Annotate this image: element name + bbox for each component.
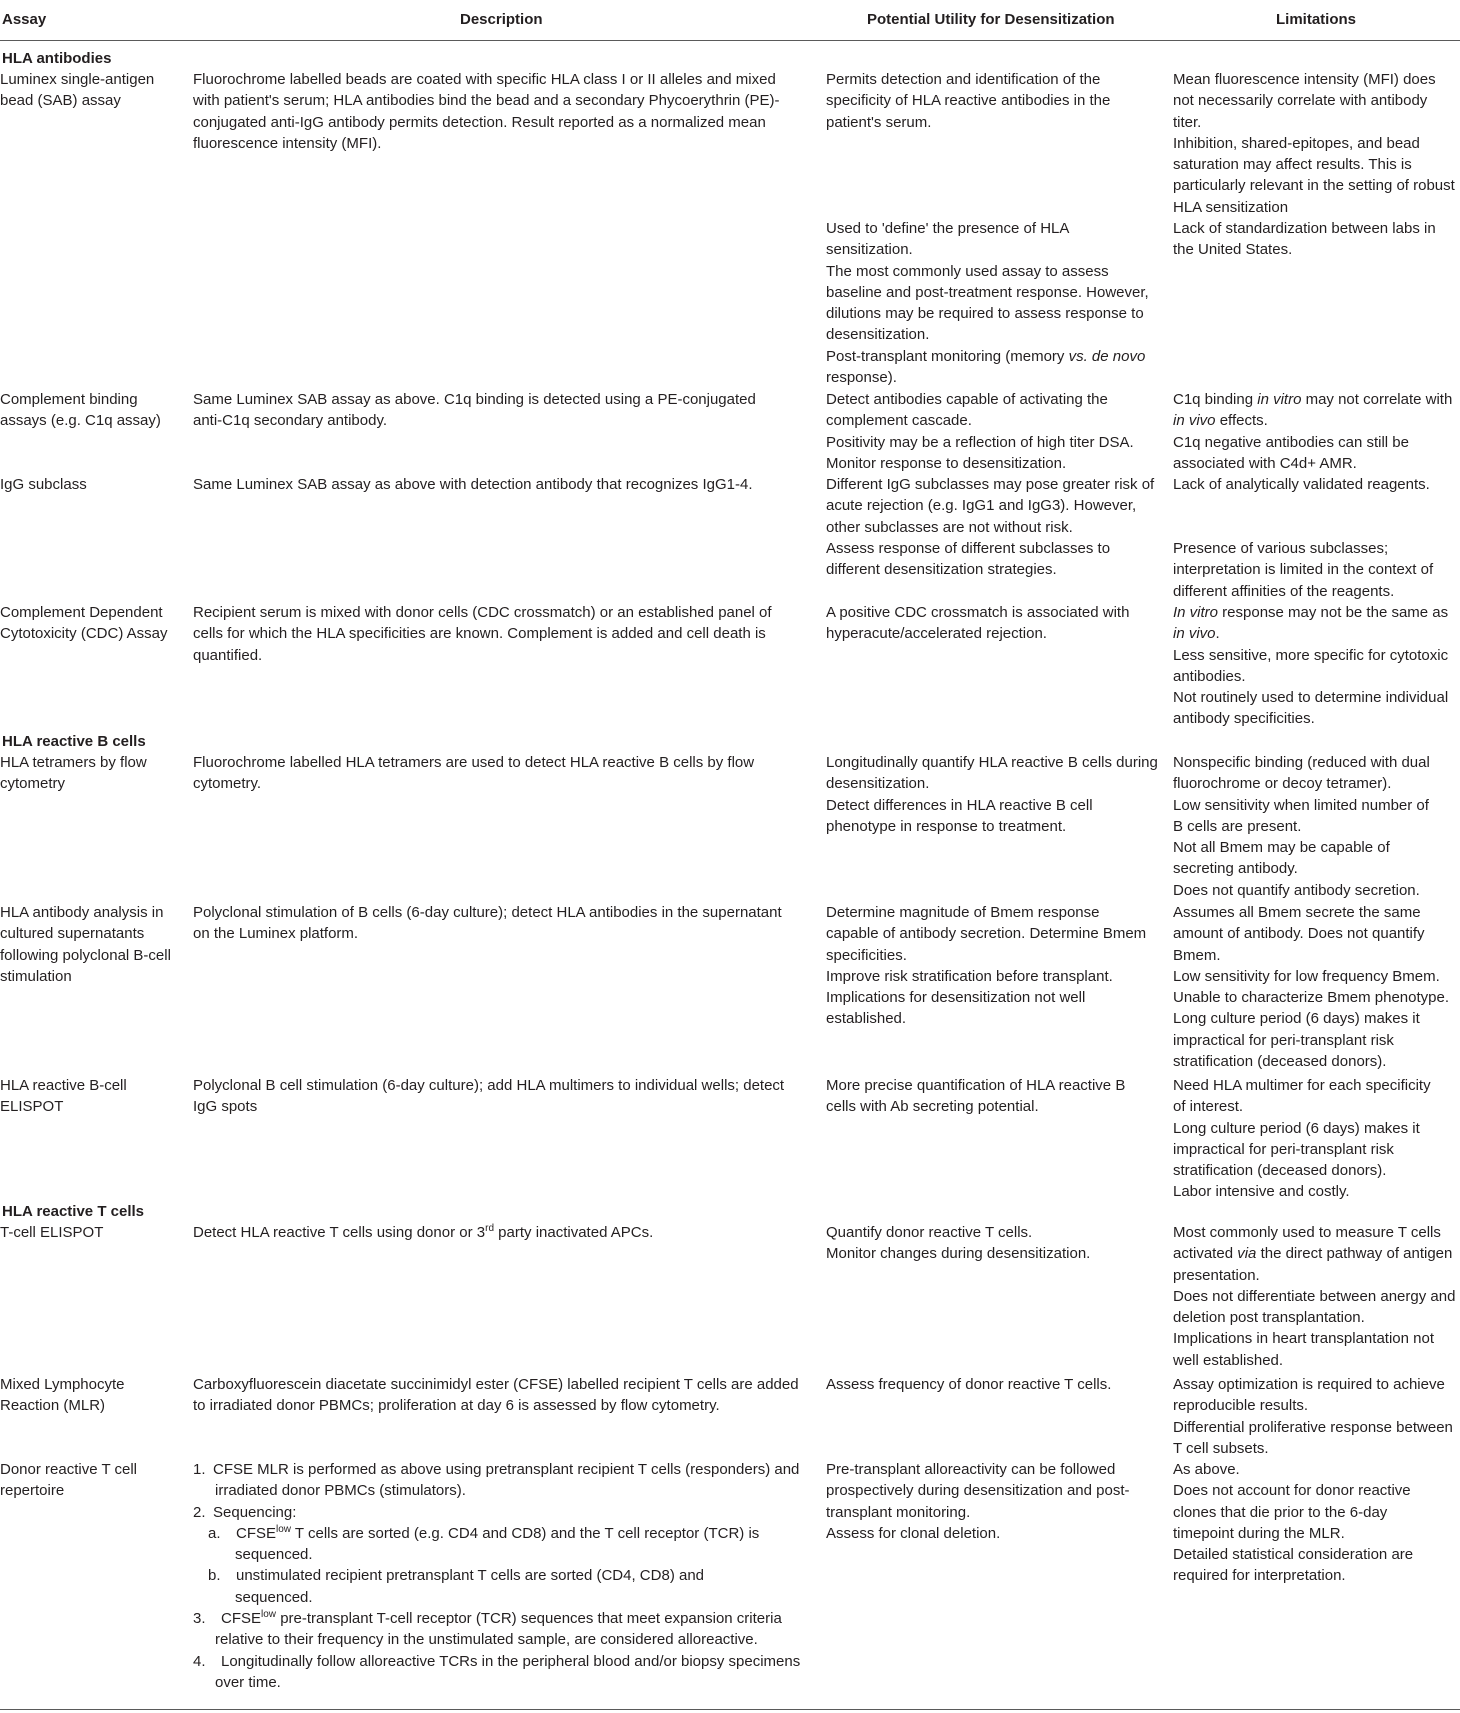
description-cell: Same Luminex SAB assay as above. C1q binding is detected using a PE-conjugated anti-C1q secondary antibody. — [193, 391, 756, 430]
description-cell: Carboxyfluorescein diacetate succinimidyl ester (CFSE) labelled recipient T cells are added to irradiated donor PBMCs; proliferation at day 6 is assessed by flow cytometry. — [193, 1376, 799, 1415]
section-heading-hla-reactive-t-cells: HLA reactive T cells — [2, 1203, 145, 1220]
utility-cell: Determine magnitude of Bmem response capable of antibody secretion. Determine Bmem specificities. Improve risk stratification before transplant. Implications for desensitization not well established. — [826, 904, 1147, 1028]
assay-cell: HLA tetramers by flow cytometry — [0, 754, 147, 793]
description-cell: Detect HLA reactive T cells using donor or 3rd party inactivated APCs. — [193, 1223, 654, 1241]
utility-cell: Pre-transplant alloreactivity can be followed prospectively during desensitization and post- transplant monitoring. Assess for clonal deletion. — [826, 1461, 1130, 1542]
limitations-cell: Presence of various subclasses; interpretation is limited in the context of different affinities of the reagents. — [1173, 540, 1434, 600]
limitations-cell: Lack of analytically validated reagents. — [1173, 476, 1430, 493]
description-cell: Recipient serum is mixed with donor cells (CDC crossmatch) or an established panel of cells for which the HLA specificities are known. Complement is added and cell death is quantified. — [193, 604, 772, 664]
list-item: 1. CFSE MLR is performed as above using pretransplant recipient T cells (responders) and — [193, 1461, 800, 1478]
table-bottom-rule — [0, 1709, 1460, 1710]
header-utility: Potential Utility for Desensitization — [867, 11, 1115, 28]
assay-cell: Mixed Lymphocyte Reaction (MLR) — [0, 1376, 125, 1415]
limitations-cell: Mean fluorescence intensity (MFI) does not necessarily correlate with antibody titer. Inhibition, shared-epitopes, and bead saturation may affect results. This is particularly relevant in the setting of robust HLA sensitization — [1173, 71, 1455, 216]
section-heading-hla-reactive-b-cells: HLA reactive B cells — [2, 733, 146, 750]
description-cell — [193, 1459, 825, 1693]
header-description: Description — [460, 11, 543, 28]
assay-cell: Complement Dependent Cytotoxicity (CDC) Assay — [0, 604, 168, 643]
utility-cell: Assess frequency of donor reactive T cells. — [826, 1376, 1112, 1393]
assay-cell: HLA antibody analysis in cultured supernatants following polyclonal B-cell stimulation — [0, 904, 171, 985]
limitations-cell: C1q binding in vitro may not correlate with in vivo effects. C1q negative antibodies can still be associated with C4d+ AMR. — [1173, 391, 1453, 472]
utility-cell: Quantify donor reactive T cells. Monitor changes during desensitization. — [826, 1224, 1091, 1263]
limitations-cell: Assumes all Bmem secrete the same amount of antibody. Does not quantify Bmem. Low sensitivity for low frequency Bmem. Unable to characterize Bmem phenotype. Long culture period (6 days) makes it impractical for peri-transplant risk stratification (deceased donors). — [1173, 904, 1449, 1071]
description-cell: Fluorochrome labelled beads are coated with specific HLA class I or II alleles and mixed with patient's serum; HLA antibodies bind the bead and a secondary Phycoerythrin (PE)- conjugated anti-IgG antibody permits detection. Result reported as a normalized mean fluorescence intensity (MFI). — [193, 71, 780, 152]
limitations-cell: Need HLA multimer for each specificity of interest. Long culture period (6 days) makes it impractical for peri-transplant risk stratification (deceased donors). Labor intensive and costly. — [1173, 1077, 1431, 1201]
limitations-cell: Most commonly used to measure T cells activated via the direct pathway of antigen presentation. Does not differentiate between anergy and deletion post transplantation. Implications in heart transplantation not well established. — [1173, 1224, 1456, 1369]
header-assay: Assay — [2, 11, 47, 28]
assay-cell: Complement binding assays (e.g. C1q assay) — [0, 391, 161, 430]
header-limitations: Limitations — [1276, 11, 1357, 28]
description-cell: Polyclonal B cell stimulation (6-day culture); add HLA multimers to individual wells; detect IgG spots — [193, 1077, 785, 1116]
utility-cell: Detect antibodies capable of activating the complement cascade. Positivity may be a reflection of high titer DSA. Monitor response to desensitization. — [826, 391, 1134, 472]
utility-cell: Different IgG subclasses may pose greater risk of acute rejection (e.g. IgG1 and IgG3). However, other subclasses are not without risk. — [826, 476, 1155, 536]
list-item: 4. Longitudinally follow alloreactive TCRs in the peripheral blood and/or biopsy specimens — [193, 1652, 801, 1670]
utility-cell: Permits detection and identification of the specificity of HLA reactive antibodies in the patient's serum. — [826, 71, 1111, 131]
assay-cell: Luminex single-antigen bead (SAB) assay — [0, 71, 155, 110]
assay-cell: HLA reactive B-cell ELISPOT — [0, 1077, 127, 1116]
section-heading-hla-antibodies: HLA antibodies — [2, 50, 112, 67]
description-cell: Polyclonal stimulation of B cells (6-day culture); detect HLA antibodies in the supernatant on the Luminex platform. — [193, 904, 782, 943]
description-cell: Fluorochrome labelled HLA tetramers are used to detect HLA reactive B cells by flow cytometry. — [193, 754, 755, 793]
assay-cell: Donor reactive T cell repertoire — [0, 1461, 138, 1500]
list-item: 2. Sequencing: — [193, 1503, 297, 1521]
list-item: 3. $CFSE^{low}$ pre-transplant T-cell receptor (TCR) sequences that meet expansion criteria — [193, 1609, 782, 1628]
utility-cell: A positive CDC crossmatch is associated with hyperacute/accelerated rejection. — [826, 604, 1130, 643]
limitations-cell: In vitro response may not be the same as in vivo. Less sensitive, more specific for cytotoxic antibodies. Not routinely used to determine individual antibody specificities. — [1173, 604, 1449, 728]
utility-cell: More precise quantification of HLA reactive B cells with Ab secreting potential. — [826, 1077, 1126, 1116]
utility-cell: Longitudinally quantify HLA reactive B cells during desensitization. Detect differences in HLA reactive B cell phenotype in response to treatment. — [826, 754, 1158, 835]
table-header — [0, 0, 1460, 41]
assay-cell: IgG subclass — [0, 476, 87, 493]
sequencing-steps-list: 1. CFSE MLR is performed as above using pretransplant recipient T cells (responders) and irradiated donor PBMCs (stimulators). 2. Sequencing: a. $CFSE^{low}$ T cells are sorted (e.g. CD4 and CD8) and the T cell receptor (TCR) is sequenced. b. unstimulated recipient pretransplant T cells are sorted (CD4, CD8) and sequenced. 3. $CFSE^{low}$ pre-transplant T-cell receptor (TCR) sequences that meet expansion criteria relative to their frequency in the unstimulated sample, are considered alloreactive. 4. Longitudinally follow alloreactive TCRs in the peripheral blood and/or biopsy specimens over time. — [193, 1459, 825, 1693]
utility-cell: Used to 'define' the presence of HLA sensitization. The most commonly used assay to assess baseline and post-treatment response. However, dilutions may be required to assess response to desensitization. Post-transplant monitoring (memory vs. de novo response). — [826, 220, 1149, 387]
limitations-cell: Nonspecific binding (reduced with dual fluorochrome or decoy tetramer). Low sensitivity when limited number of B cells are present. Not all Bmem may be capable of secreting antibody. Does not quantify antibody secretion. — [1173, 754, 1430, 899]
assay-cell: T-cell ELISPOT — [0, 1224, 104, 1241]
list-item: a. $CFSE^{low}$ T cells are sorted (e.g. CD4 and CD8) and the T cell receptor (TCR) is — [208, 1523, 760, 1542]
list-item: b. unstimulated recipient pretransplant T cells are sorted (CD4, CD8) and — [208, 1567, 705, 1585]
limitations-cell: Lack of standardization between labs in the United States. — [1173, 220, 1436, 259]
description-cell: Same Luminex SAB assay as above with detection antibody that recognizes IgG1-4. — [193, 476, 753, 493]
limitations-cell: Assay optimization is required to achieve reproducible results. Differential proliferative response between T cell subsets. — [1173, 1376, 1453, 1457]
utility-cell: Assess response of different subclasses to different desensitization strategies. — [826, 540, 1111, 579]
limitations-cell: As above. Does not account for donor reactive clones that die prior to the 6-day timepoint during the MLR. Detailed statistical consideration are required for interpretation. — [1173, 1461, 1414, 1585]
